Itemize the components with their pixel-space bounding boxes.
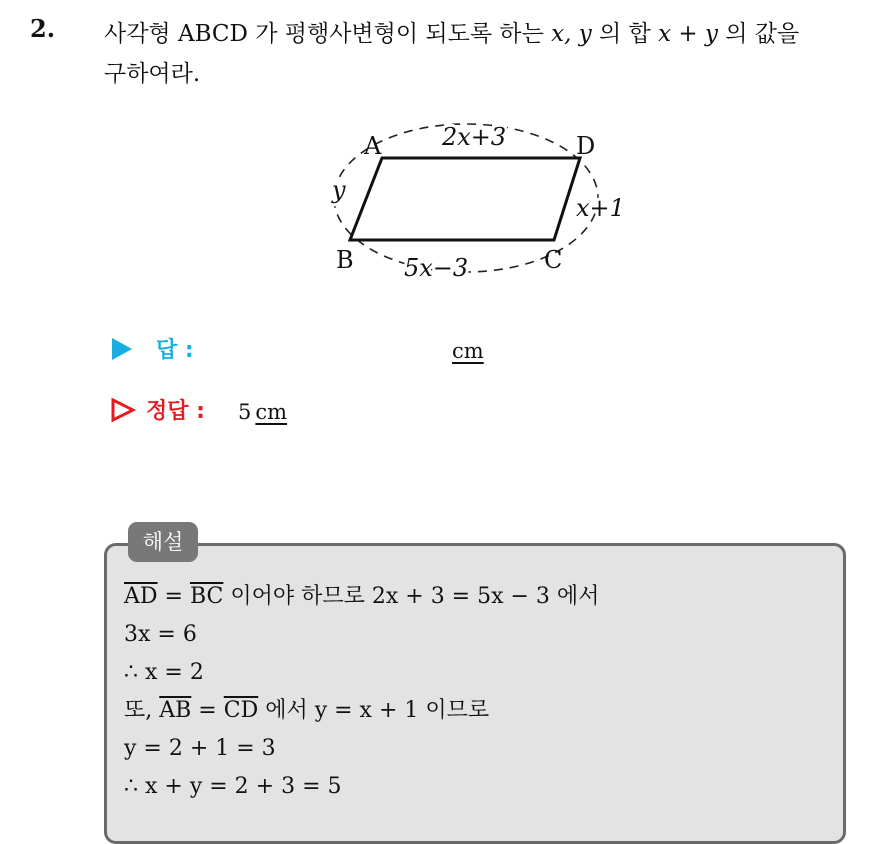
- explanation-line-4: [124, 692, 599, 730]
- question-sum: x + y: [658, 21, 718, 47]
- explanation-text: [124, 578, 599, 806]
- answer-unit: cm: [452, 339, 484, 363]
- question-text-part1: 사각형 ABCD 가 평행사변형이 되도록 하는: [104, 21, 552, 47]
- vertex-c: C: [544, 246, 563, 274]
- segment-cd: $\overline{CD}$: [223, 698, 259, 723]
- explanation-line-3: ∴ x = 2: [124, 660, 204, 685]
- explanation-line-2: 3x = 6: [124, 622, 197, 647]
- question-vars: x, y: [551, 21, 592, 47]
- eq-sign: =: [157, 584, 190, 609]
- answer-label: 답 :: [156, 338, 194, 363]
- label-ad: 2x+3: [442, 123, 507, 151]
- question-number: 2.: [30, 14, 56, 43]
- vertex-d: D: [576, 132, 596, 160]
- line-1-rest: 이어야 하므로 2x + 3 = 5x − 3 에서: [223, 584, 600, 609]
- outline-triangle-icon: [110, 397, 136, 423]
- correct-value-number: 5: [238, 400, 252, 424]
- explanation-tag: 해설: [128, 522, 198, 562]
- question-text-part3: 의 값을: [717, 21, 800, 47]
- segment-ab: $\overline{AB}$: [159, 698, 192, 723]
- parallelogram-shape: [350, 158, 580, 240]
- play-triangle-icon: [110, 336, 134, 362]
- correct-label: 정답 :: [146, 399, 205, 424]
- line-4-rest: 에서 y = x + 1 이므로: [258, 698, 490, 723]
- explanation-line-1: [124, 578, 599, 616]
- answer-row: [110, 333, 194, 367]
- explanation-line-6: ∴ x + y = 2 + 3 = 5: [124, 774, 342, 799]
- eq-sign: =: [191, 698, 224, 723]
- explanation-line-5: y = 2 + 1 = 3: [124, 736, 276, 761]
- vertex-b: B: [336, 246, 354, 274]
- label-dc: x+1: [576, 194, 625, 222]
- correct-answer: [238, 400, 287, 424]
- label-bc: 5x−3: [404, 254, 469, 282]
- question-text-line2: 구하여라.: [104, 61, 201, 87]
- label-ab: y: [332, 176, 346, 204]
- question-text-part2: 의 합: [591, 21, 659, 47]
- parallelogram-figure: [326, 118, 646, 288]
- question-text: [104, 14, 874, 94]
- segment-ad: $\overline{AD}$: [124, 584, 158, 609]
- vertex-a: A: [364, 132, 382, 160]
- correct-value-unit: cm: [255, 400, 288, 424]
- line-4-prefix: 또,: [124, 698, 160, 723]
- correct-answer-row: [110, 394, 205, 428]
- segment-bc: $\overline{BC}$: [189, 584, 224, 609]
